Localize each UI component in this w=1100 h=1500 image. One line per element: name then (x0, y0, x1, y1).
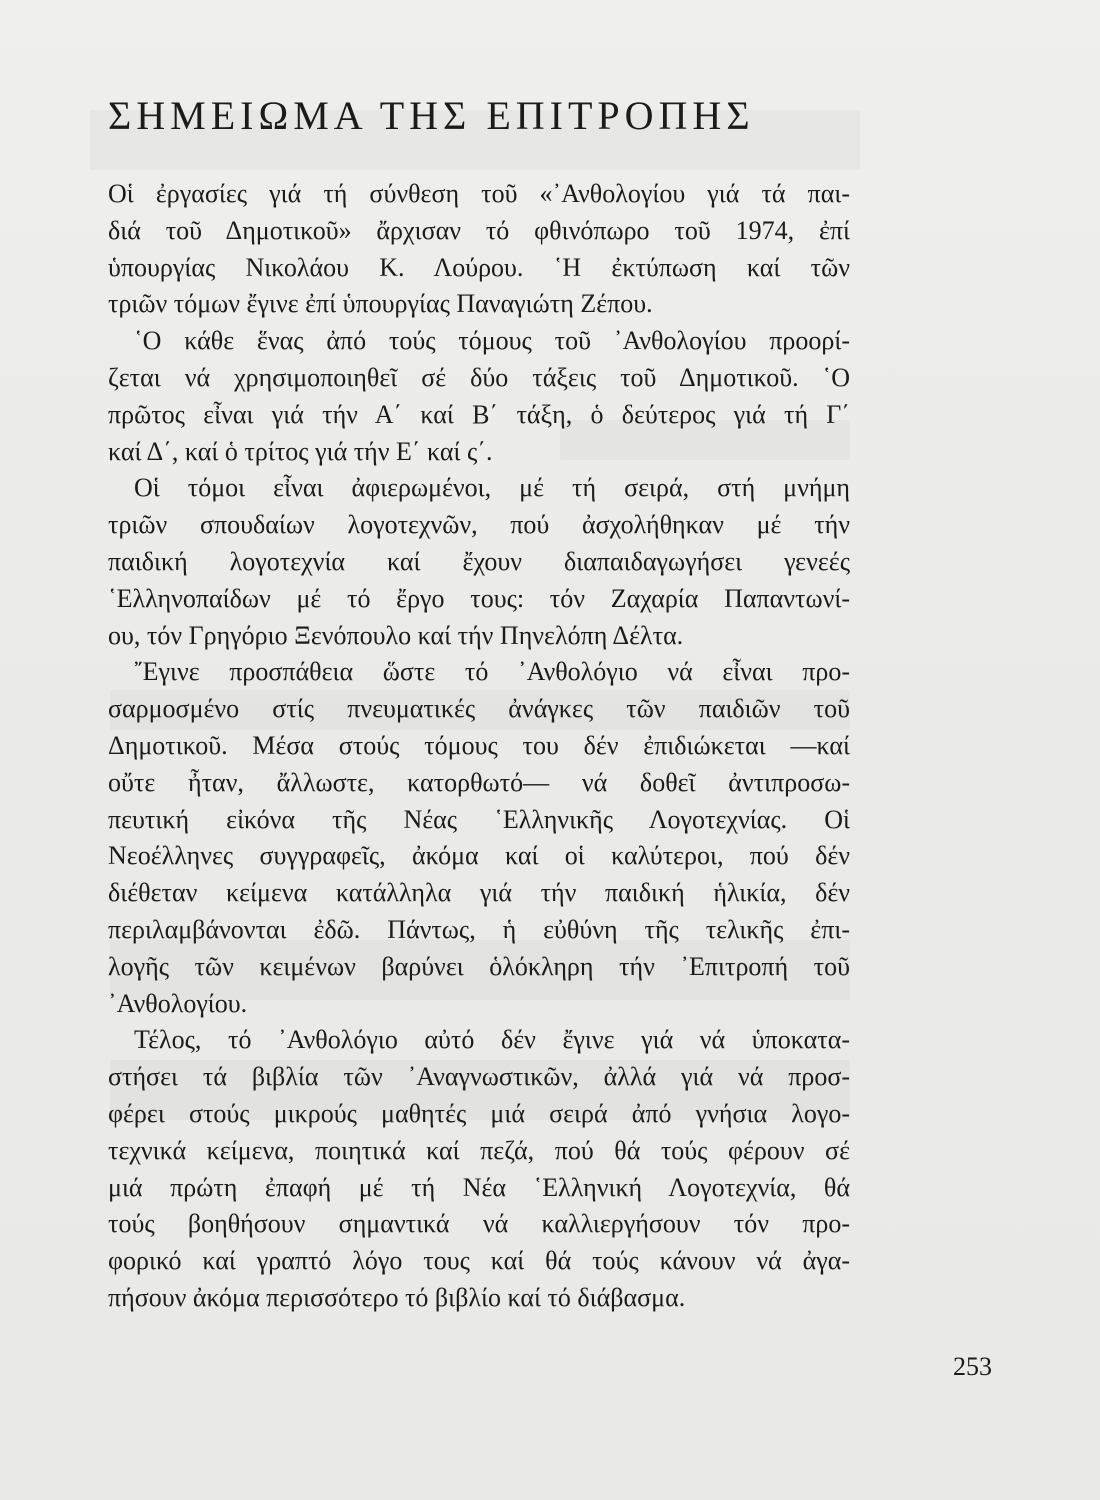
paragraph (108, 1022, 850, 1316)
text-line: ζεται νά χρησιμοποιηθεῖ σέ δύο τάξεις τοῦ Δημοτικοῦ. ῾Ο (108, 362, 850, 392)
text-line: οὔτε ἦταν, ἄλλωστε, κατορθωτό— νά δοθεῖ ἀντιπροσω- (108, 767, 850, 797)
text-line: ῎Εγινε προσπάθεια ὥστε τό ᾿Ανθολόγιο νά εἶναι προ- (134, 657, 850, 687)
text-line: ῾Ο κάθε ἕνας ἀπό τούς τόμους τοῦ ᾿Ανθολογίου προορί- (134, 326, 850, 356)
text-line: μιά πρώτη ἐπαφή μέ τή Νέα ῾Ελληνική Λογοτεχνία, θά (108, 1172, 850, 1202)
text-line: Οἱ ἐργασίες γιά τή σύνθεση τοῦ «᾿Ανθολογίου γιά τά παι- (108, 179, 850, 208)
text-line: σαρμοσμένο στίς πνευματικές ἀνάγκες τῶν παιδιῶν τοῦ (108, 694, 850, 724)
text-line: πήσουν ἀκόμα περισσότερο τό βιβλίο καί τό διάβασμα. (108, 1282, 686, 1312)
text-line: στήσει τά βιβλία τῶν ᾿Αναγνωστικῶν, ἀλλά γιά νά προσ- (108, 1062, 850, 1092)
text-line: λογῆς τῶν κειμένων βαρύνει ὁλόκληρη τήν ᾿Επιτροπή τοῦ (108, 951, 850, 981)
text-line: Τέλος, τό ᾿Ανθολόγιο αὐτό δέν ἔγινε γιά νά ὑποκατα- (134, 1025, 850, 1055)
text-line: περιλαμβάνονται ἐδῶ. Πάντως, ἡ εὐθύνη τῆς τελικῆς ἐπι- (108, 914, 850, 944)
text-line: φορικό καί γραπτό λόγο τους καί θά τούς κάνουν νά ἀγα- (108, 1246, 850, 1276)
paragraph (108, 654, 850, 1022)
text-line: τριῶν σπουδαίων λογοτεχνῶν, πού ἀσχολήθηκαν μέ τήν (108, 510, 850, 540)
text-line: ου, τόν Γρηγόριο Ξενόπουλο καί τήν Πηνελόπη Δέλτα. (108, 620, 684, 650)
text-line: πευτική εἰκόνα τῆς Νέας ῾Ελληνικῆς Λογοτεχνίας. Οἱ (108, 804, 850, 834)
text-line: Νεοέλληνες συγγραφεῖς, ἀκόμα καί οἱ καλύτεροι, πού δέν (108, 841, 850, 871)
text-line: τριῶν τόμων ἔγινε ἐπί ὑπουργίας Παναγιώτη Ζέπου. (108, 289, 653, 319)
page-number: 253 (953, 1352, 992, 1381)
text-line: παιδική λογοτεχνία καί ἔχουν διαπαιδαγωγήσει γενεές (108, 546, 850, 576)
text-line: Δημοτικοῦ. Μέσα στούς τόμους του δέν ἐπιδιώκεται —καί (108, 730, 850, 760)
text-line: διά τοῦ Δημοτικοῦ» ἄρχισαν τό φθινόπωρο τοῦ 1974, ἐπί (108, 215, 850, 245)
text-line: Οἱ τόμοι εἶναι ἀφιερωμένοι, μέ τή σειρά, στή μνήμη (134, 473, 850, 503)
text-line: φέρει στούς μικρούς μαθητές μιά σειρά ἀπό γνήσια λογο- (108, 1098, 850, 1128)
page-title: ΣΗΜΕΙΩΜΑ ΤΗΣ ΕΠΙΤΡΟΠΗΣ (108, 93, 755, 138)
text-line: τούς βοηθήσουν σημαντικά νά καλλιεργήσουν τόν προ- (108, 1209, 850, 1239)
paragraph (108, 323, 850, 470)
paragraph (108, 176, 850, 323)
body-text (108, 176, 850, 1317)
text-line: ᾿Ανθολογίου. (108, 988, 248, 1018)
text-line: πρῶτος εἶναι γιά τήν Α΄ καί Β΄ τάξη, ὁ δεύτερος γιά τή Γ΄ (108, 399, 850, 429)
text-line: ῾Ελληνοπαίδων μέ τό ἔργο τους: τόν Ζαχαρία Παπαντωνί- (108, 583, 850, 613)
paragraph (108, 470, 850, 654)
text-line: καί Δ΄, καί ὁ τρίτος γιά τήν Ε΄ καί ς΄. (108, 436, 493, 466)
text-line: ὑπουργίας Νικολάου Κ. Λούρου. ῾Η ἐκτύπωση καί τῶν (108, 252, 850, 282)
text-line: τεχνικά κείμενα, ποιητικά καί πεζά, πού θά τούς φέρουν σέ (108, 1135, 850, 1165)
text-line: διέθεταν κείμενα κατάλληλα γιά τήν παιδική ἡλικία, δέν (108, 878, 850, 908)
